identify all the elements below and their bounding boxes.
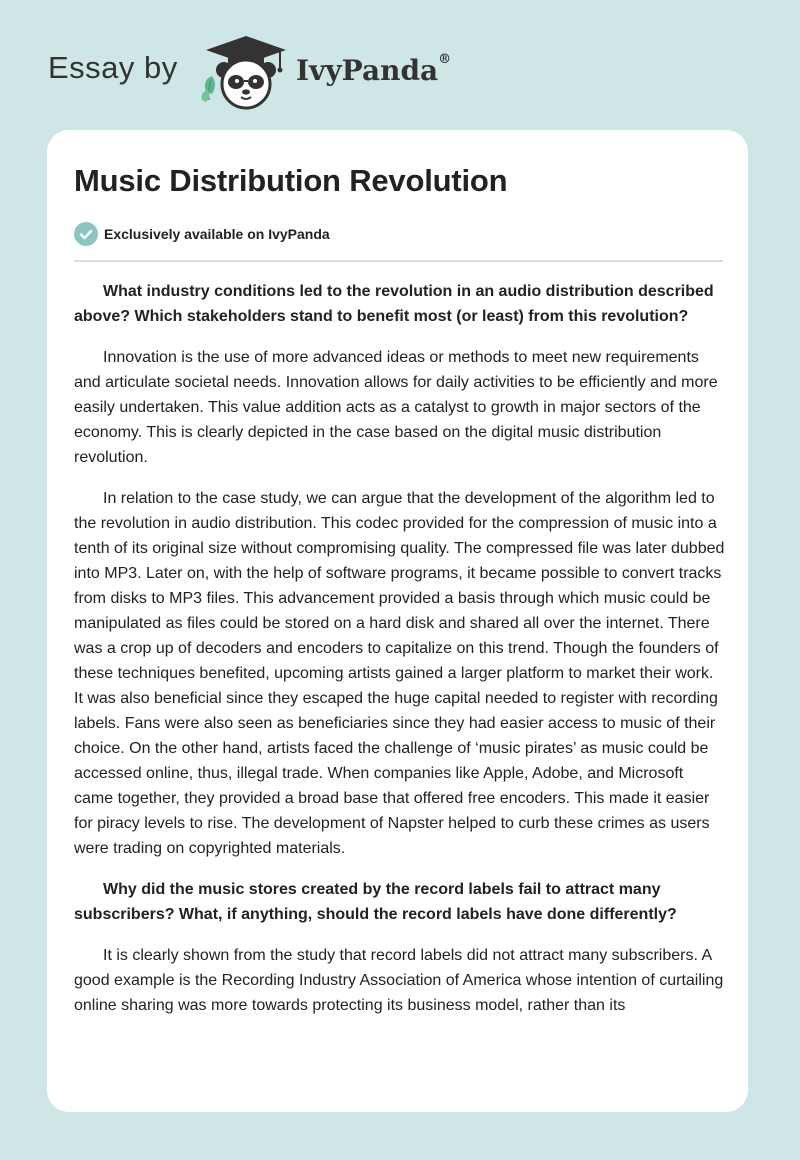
essay-body <box>74 279 725 1034</box>
essay-title: Music Distribution Revolution <box>74 163 508 198</box>
exclusive-badge <box>74 222 330 246</box>
check-circle-icon <box>74 222 98 246</box>
brand-name-text: IvyPanda <box>296 54 439 87</box>
essay-by-label: Essay by <box>48 50 178 85</box>
panda-logo-icon <box>200 34 292 110</box>
brand-name <box>296 54 451 87</box>
body-paragraph: In relation to the case study, we can argue that the development of the algorithm led to the revolution in audio distribution. This codec provided for the compression of music into a tenth of its original size without compromising quality. The compressed file was later dubbed into MP3. Later on, with the help of software programs, it became possible to convert tracks from disks to MP3 files. This advancement provided a basis through which music could be manipulated as files could be stored on a hard disk and shared all over the internet. There was a crop up of decoders and encoders to capitalize on this trend. Though the founders of these techniques benefited, upcoming artists gained a larger platform to market their work. It was also beneficial since they escaped the huge capital needed to register with recording labels. Fans were also seen as beneficiaries since they had easier access to music of their choice. On the other hand, artists faced the challenge of ‘music pirates’ as music could be accessed online, thus, illegal trade. When companies like Apple, Adobe, and Microsoft came together, they provided a broad base that offered free encoders. This made it easier for piracy levels to rise. The development of Napster helped to curb these crimes as users were trading on copyrighted materials. <box>74 490 725 857</box>
essay-card <box>47 130 748 1112</box>
question-paragraph: What industry conditions led to the revolution in an audio distribution described above? Which stakeholders stand to benefit most (or least) from this revolution? <box>74 283 714 325</box>
title-divider <box>74 260 723 262</box>
site-header <box>0 0 800 130</box>
question-paragraph: Why did the music stores created by the record labels fail to attract many subscribers? What, if anything, should the record labels have done differently? <box>74 881 677 923</box>
trademark-symbol: ® <box>438 52 452 67</box>
body-paragraph: Innovation is the use of more advanced ideas or methods to meet new requirements and articulate societal needs. Innovation allows for daily activities to be efficiently and more easily undertaken. This value addition acts as a catalyst to growth in major sectors of the economy. This is clearly depicted in the case based on the digital music distribution revolution. <box>74 349 718 466</box>
body-paragraph: It is clearly shown from the study that record labels did not attract many subscribers. A good example is the Recording Industry Association of America whose intention of curtailing online sharing was more towards protecting its business model, rather than its <box>74 947 724 1014</box>
exclusive-label: Exclusively available on IvyPanda <box>104 226 330 242</box>
